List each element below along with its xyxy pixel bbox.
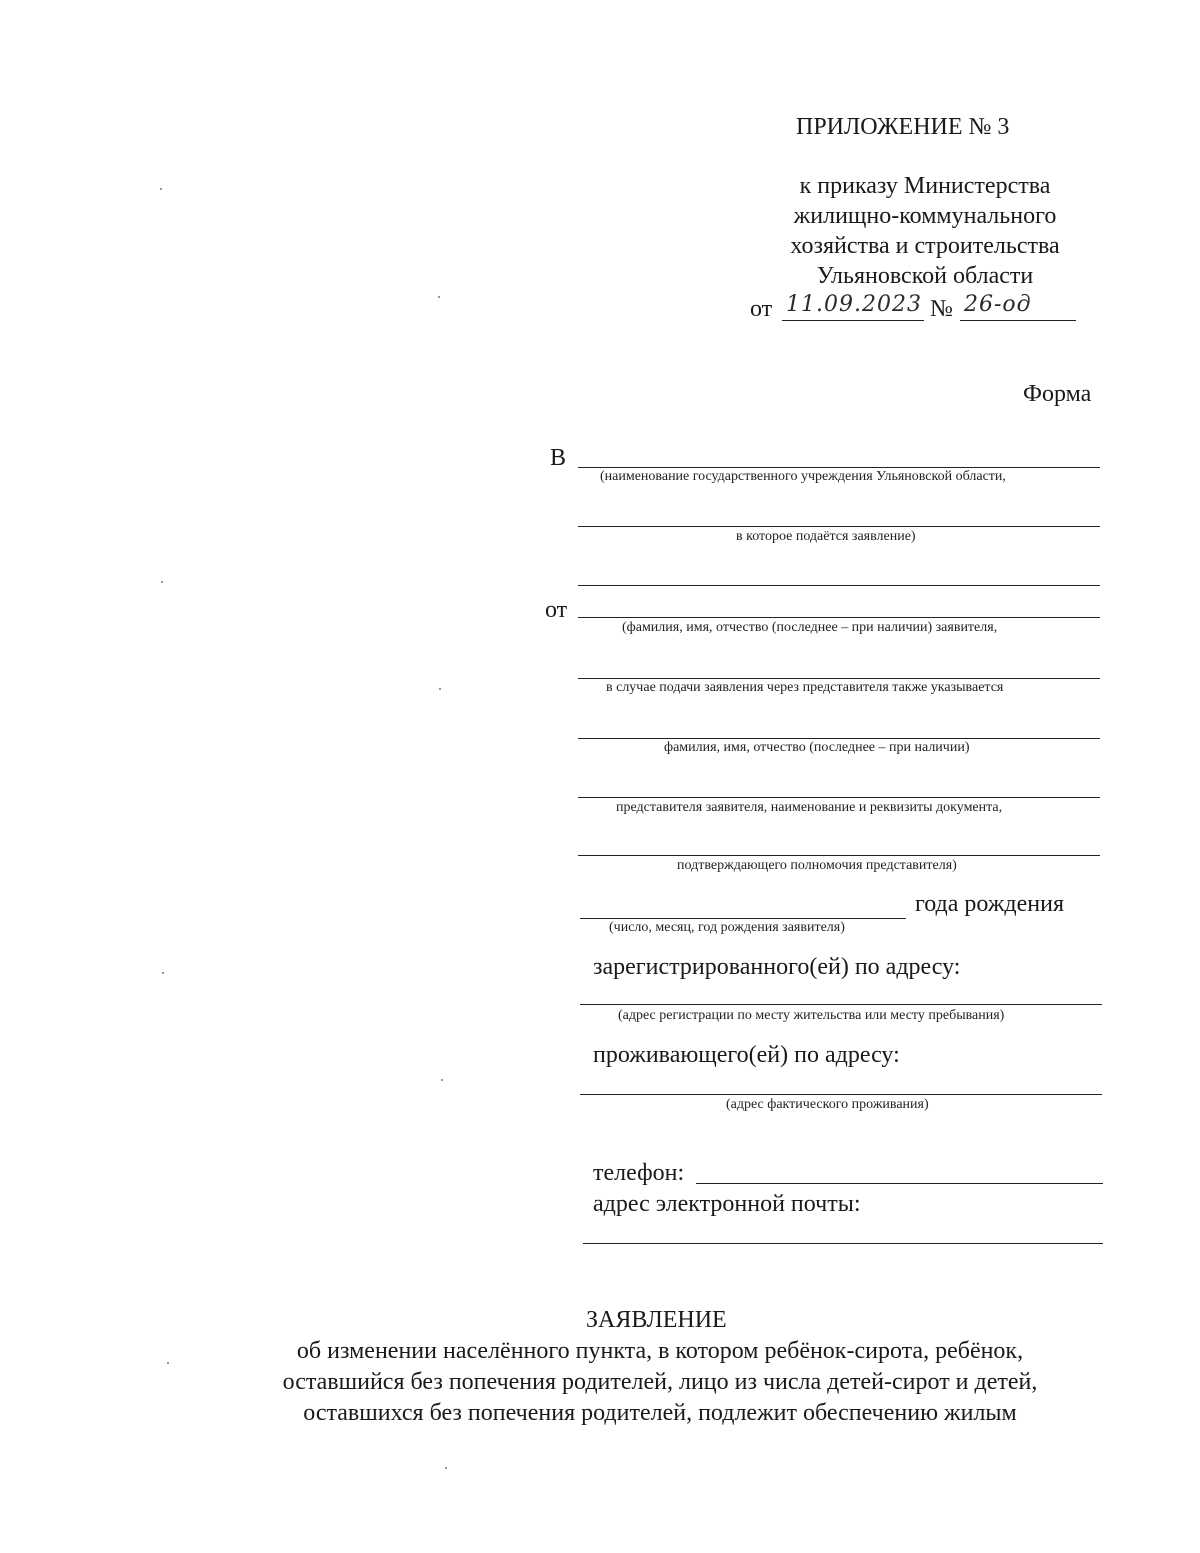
date-prefix: от xyxy=(750,296,773,322)
scan-speck xyxy=(161,581,163,583)
applicant-line-5 xyxy=(578,855,1100,856)
applicant-label: от xyxy=(545,597,568,623)
recipient-caption-1: (наименование государственного учреждения Ульяновской области, xyxy=(600,469,1006,484)
statement-line-3: оставшихся без попечения родителей, подлежит обеспечению жилым xyxy=(303,1400,1017,1426)
form-label: Форма xyxy=(1023,381,1092,407)
recipient-caption-2: в которое подаётся заявление) xyxy=(736,529,916,544)
living-label: проживающего(ей) по адресу: xyxy=(593,1042,900,1068)
living-address-line xyxy=(580,1094,1102,1095)
scan-speck xyxy=(439,688,441,690)
applicant-caption-4: представителя заявителя, наименование и реквизиты документа, xyxy=(616,800,1003,815)
recipient-label: В xyxy=(550,445,567,471)
recipient-line-1 xyxy=(578,467,1100,468)
registered-address-line xyxy=(580,1004,1102,1005)
applicant-line-4 xyxy=(578,797,1100,798)
registered-label: зарегистрированного(ей) по адресу: xyxy=(593,954,961,980)
statement-line-1: об изменении населённого пункта, в котором ребёнок-сирота, ребёнок, xyxy=(296,1338,1024,1364)
number-sign: № xyxy=(930,296,953,322)
applicant-caption-5: подтверждающего полномочия представителя) xyxy=(677,858,957,873)
order-line-1: к приказу Министерства xyxy=(799,173,1051,199)
birth-label: года рождения xyxy=(915,891,1064,917)
scan-speck xyxy=(438,296,440,298)
registered-caption: (адрес регистрации по месту жительства или месту пребывания) xyxy=(618,1008,1005,1023)
scan-speck xyxy=(167,1362,169,1364)
applicant-caption-3: фамилия, имя, отчество (последнее – при наличии) xyxy=(664,740,970,755)
order-line-3: хозяйства и строительства xyxy=(790,233,1060,259)
email-line xyxy=(583,1243,1103,1244)
scan-speck xyxy=(445,1467,447,1469)
scan-speck xyxy=(441,1079,443,1081)
phone-line xyxy=(696,1183,1103,1184)
birth-caption: (число, месяц, год рождения заявителя) xyxy=(609,920,845,935)
birth-date-line xyxy=(580,918,906,919)
scan-speck xyxy=(162,972,164,974)
appendix-title: ПРИЛОЖЕНИЕ № 3 xyxy=(796,114,1010,140)
recipient-line-3 xyxy=(578,585,1100,586)
applicant-line-2 xyxy=(578,678,1100,679)
order-number: 26-од xyxy=(964,292,1032,317)
applicant-caption-1: (фамилия, имя, отчество (последнее – при наличии) заявителя, xyxy=(622,620,998,635)
email-label: адрес электронной почты: xyxy=(593,1191,861,1217)
applicant-caption-2: в случае подачи заявления через представителя также указывается xyxy=(606,680,1004,695)
order-date: 11.09.2023 xyxy=(786,292,922,317)
applicant-line-3 xyxy=(578,738,1100,739)
statement-title: ЗАЯВЛЕНИЕ xyxy=(586,1307,727,1333)
order-number-underline xyxy=(960,320,1076,321)
applicant-line-1 xyxy=(578,617,1100,618)
order-date-underline xyxy=(782,320,924,321)
order-line-4: Ульяновской области xyxy=(816,263,1034,289)
order-line-2: жилищно-коммунального xyxy=(793,203,1057,229)
phone-label: телефон: xyxy=(593,1160,685,1186)
living-caption: (адрес фактического проживания) xyxy=(726,1097,929,1112)
scan-speck xyxy=(160,188,162,190)
statement-line-2: оставшийся без попечения родителей, лицо из числа детей-сирот и детей, xyxy=(282,1369,1038,1395)
recipient-line-2 xyxy=(578,526,1100,527)
